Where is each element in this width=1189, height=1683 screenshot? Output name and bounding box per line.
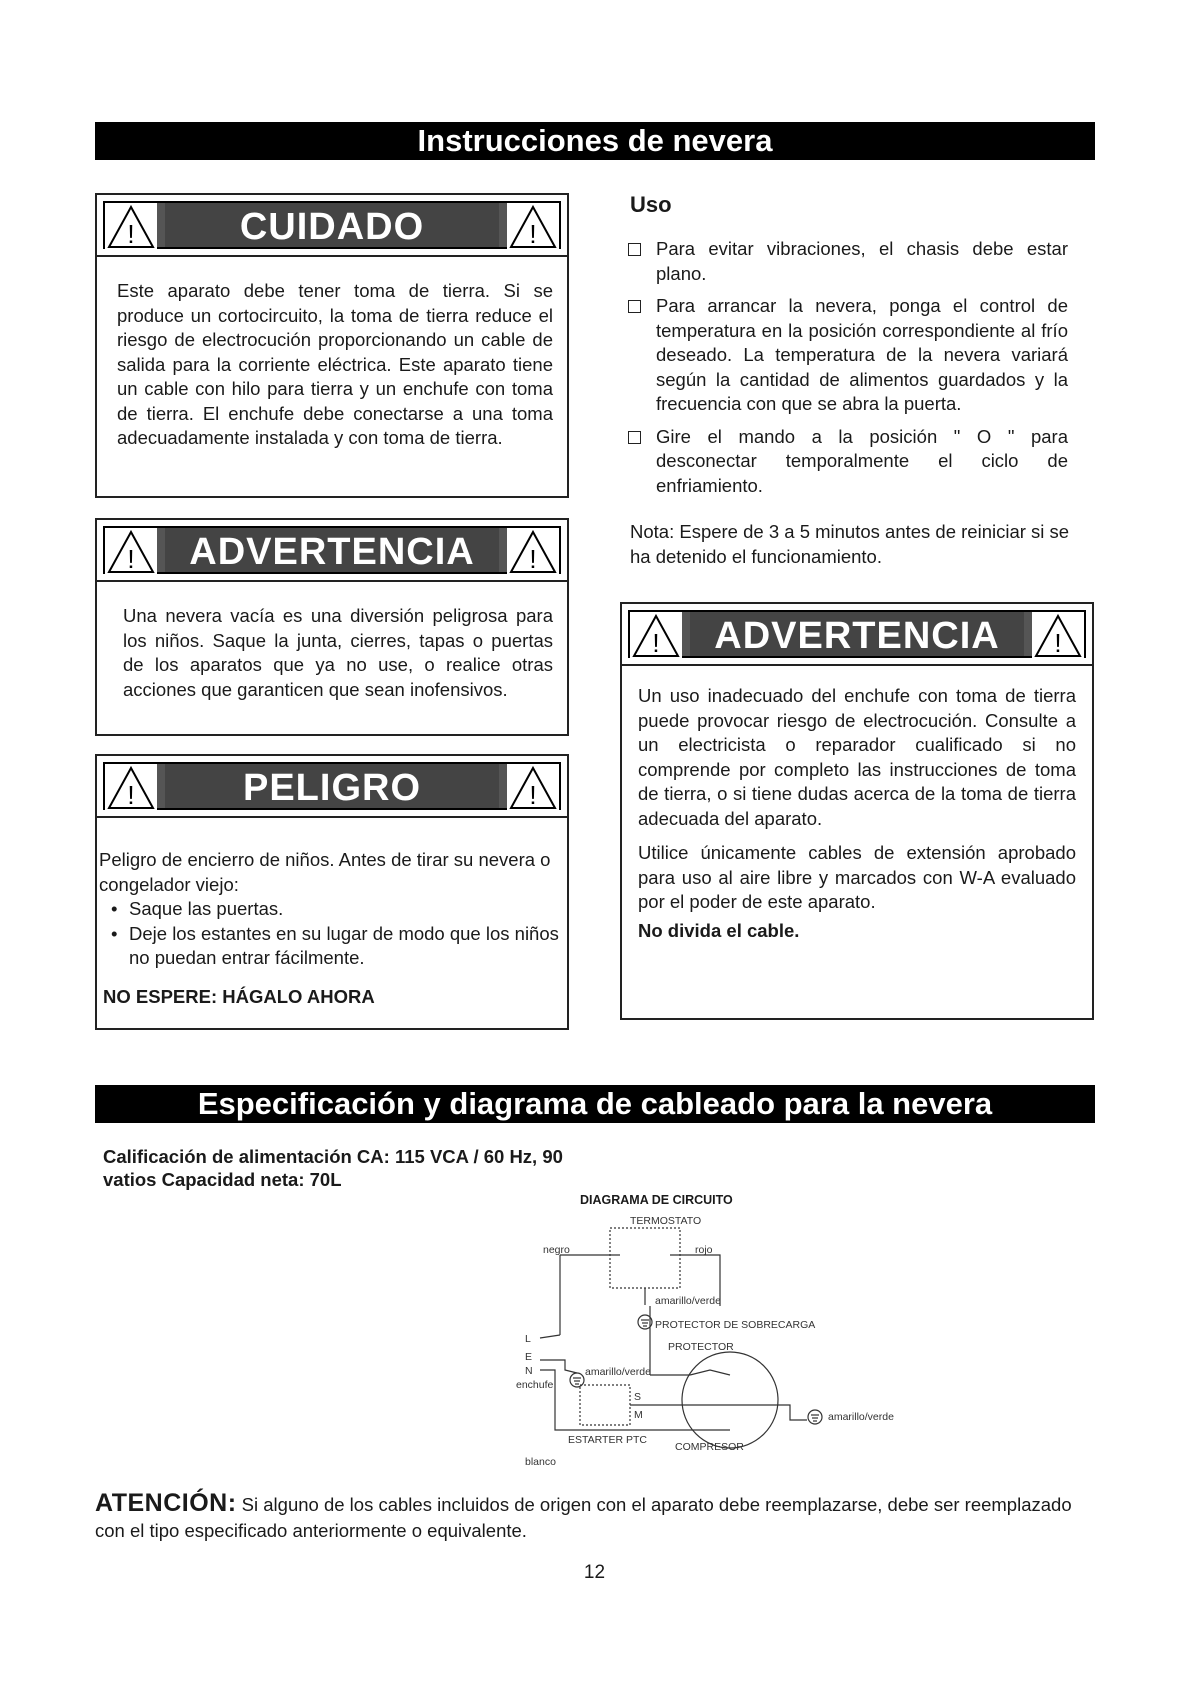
- advertencia-banner: [97, 520, 567, 582]
- svg-text:!: !: [652, 628, 660, 658]
- warning-triangle-icon: [105, 764, 157, 812]
- warning-triangle-icon: [1032, 612, 1084, 660]
- warning-triangle-icon: [507, 764, 559, 812]
- diagram-label: blanco: [525, 1456, 556, 1468]
- advertencia-banner-text: ADVERTENCIA: [165, 528, 499, 572]
- diagram-label: amarillo/verde: [828, 1411, 894, 1423]
- diagram-label: L: [525, 1333, 531, 1345]
- uso-item: [628, 294, 1068, 417]
- uso-item: [628, 237, 1068, 286]
- svg-text:!: !: [529, 780, 537, 810]
- advertencia-text: Una nevera vacía es una diversión peligrosa para los niños. Saque la junta, cierres, tapas o puertas de los aparatos que ya no use, o realice otras acciones que garanticen que sean inofensivos.: [123, 605, 553, 700]
- peligro-banner: [97, 756, 567, 818]
- section-header-instrucciones: Instrucciones de nevera: [95, 122, 1095, 160]
- atencion-text: Si alguno de los cables incluidos de origen con el aparato debe reemplazarse, debe ser reemplazado con el tipo especificado anteriormente o equivalente.: [95, 1494, 1072, 1541]
- advertencia-banner-text-2: ADVERTENCIA: [690, 612, 1024, 656]
- diagram-label: E: [525, 1351, 533, 1363]
- advertencia-warning-box-2: [620, 602, 1094, 1020]
- diagram-label: PROTECTOR: [668, 1341, 734, 1353]
- cuidado-text: Este aparato debe tener toma de tierra. Si se produce un cortocircuito, la toma de tierra reduce el riesgo de electrocución proporcionando un cable de salida para la corriente eléctrica. Este aparato tiene un cable con hilo para tierra y un enchufe con toma de tierra. El enchufe debe conectarse a una toma adecuadamente instalada y con toma de tierra.: [117, 280, 553, 448]
- checkbox-icon: [628, 243, 641, 256]
- uso-item-text: Gire el mando a la posición " O " para desconectar temporalmente el ciclo de enfriamiento.: [656, 425, 1068, 496]
- diagram-label: TERMOSTATO: [630, 1215, 702, 1227]
- checkbox-icon: [628, 300, 641, 313]
- advertencia2-text3: No divida el cable.: [638, 919, 800, 941]
- advertencia-banner-2: [622, 604, 1092, 666]
- warning-triangle-icon: [507, 203, 559, 251]
- cuidado-banner-text: CUIDADO: [165, 203, 499, 247]
- circuit-diagram: [510, 1210, 930, 1470]
- advertencia2-text1: Un uso inadecuado del enchufe con toma de tierra puede provocar riesgo de electrocución. Consulte a un electricista o reparador cualificado si no comprende por completo las instrucciones de toma de tierra, o si tiene dudas acerca de la toma de tierra adecuada del aparato.: [638, 685, 1076, 829]
- diagram-label: M: [634, 1409, 643, 1421]
- svg-text:!: !: [127, 544, 135, 574]
- spec-text: Calificación de alimentación CA: 115 VCA / 60 Hz, 90 vatios Capacidad neta: 70L: [103, 1146, 563, 1190]
- warning-triangle-icon: [105, 203, 157, 251]
- peligro-warning-box: [95, 754, 569, 1030]
- advertencia-warning-box: [95, 518, 569, 736]
- section-header-especificacion: Especificación y diagrama de cableado para la nevera: [95, 1085, 1095, 1123]
- cuidado-banner: [97, 195, 567, 257]
- warning-triangle-icon: [105, 528, 157, 576]
- diagram-label: enchufe: [516, 1379, 554, 1391]
- atencion-label: ATENCIÓN:: [95, 1489, 237, 1517]
- uso-item-text: Para evitar vibraciones, el chasis debe estar plano.: [656, 238, 1068, 284]
- diagram-label: PROTECTOR DE SOBRECARGA: [655, 1319, 816, 1331]
- uso-item-text: Para arrancar la nevera, ponga el control de temperatura en la posición correspondiente al frío deseado. La temperatura de la nevera variará según la cantidad de alimentos guardados y la frecuencia con que se abra la puerta.: [656, 295, 1068, 414]
- diagram-label: rojo: [695, 1244, 713, 1256]
- peligro-banner-text: PELIGRO: [165, 764, 499, 808]
- page-number: 12: [583, 1562, 606, 1583]
- diagram-label: amarillo/verde: [585, 1366, 651, 1378]
- uso-list: [628, 237, 1068, 506]
- diagram-title: DIAGRAMA DE CIRCUITO: [580, 1193, 733, 1207]
- advertencia2-text2: Utilice únicamente cables de extensión aprobado para uso al aire libre y marcados con W-A evaluado por el poder de este aparato.: [638, 842, 1076, 912]
- uso-title: Uso: [630, 192, 672, 217]
- diagram-label: amarillo/verde: [655, 1295, 721, 1307]
- diagram-label: negro: [543, 1244, 570, 1256]
- atencion-note: [95, 1490, 1095, 1544]
- peligro-intro: Peligro de encierro de niños. Antes de tirar su nevera o congelador viejo:: [99, 849, 551, 895]
- cuidado-warning-box: [95, 193, 569, 498]
- warning-triangle-icon: [507, 528, 559, 576]
- peligro-bullet: • Deje los estantes en su lugar de modo que los niños no puedan entrar fácilmente.: [99, 922, 565, 971]
- svg-text:!: !: [1054, 628, 1062, 658]
- svg-text:!: !: [529, 219, 537, 249]
- diagram-label: ESTARTER PTC: [568, 1434, 647, 1446]
- peligro-footer: NO ESPERE: HÁGALO AHORA: [103, 985, 375, 1007]
- diagram-label: N: [525, 1365, 533, 1377]
- svg-text:!: !: [127, 219, 135, 249]
- warning-triangle-icon: [630, 612, 682, 660]
- peligro-bullet: • Saque las puertas.: [99, 897, 565, 922]
- checkbox-icon: [628, 431, 641, 444]
- svg-text:!: !: [127, 780, 135, 810]
- diagram-label: COMPRESOR: [675, 1441, 744, 1453]
- uso-nota: Nota: Espere de 3 a 5 minutos antes de reiniciar si se ha detenido el funcionamiento.: [630, 521, 1070, 567]
- svg-text:!: !: [529, 544, 537, 574]
- diagram-label: S: [634, 1391, 642, 1403]
- peligro-content: [99, 848, 565, 1009]
- uso-item: [628, 425, 1068, 499]
- advertencia2-content: [638, 684, 1076, 943]
